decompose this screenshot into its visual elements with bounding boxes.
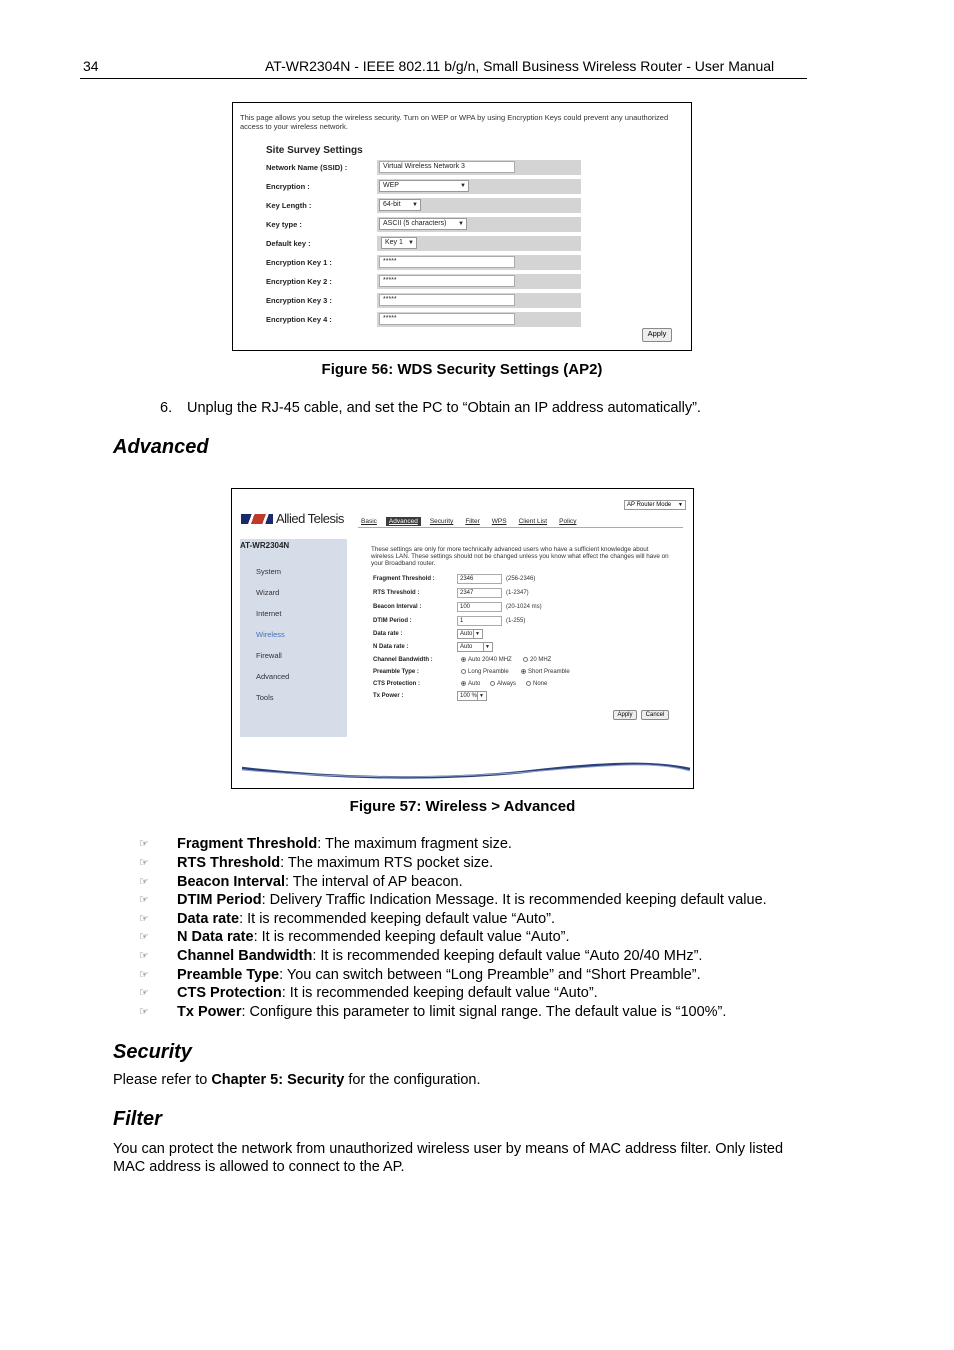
security-heading: Security	[113, 1041, 192, 1063]
rts-threshold-label: RTS Threshold :	[373, 590, 420, 596]
model-name: AT-WR2304N	[240, 541, 290, 550]
bandwidth-20mhz-radio[interactable]: 20 MHZ	[523, 657, 551, 663]
tx-power-row	[373, 691, 633, 703]
tx-power-label: Tx Power :	[373, 693, 404, 699]
bandwidth-auto-radio[interactable]: Auto 20/40 MHZ	[461, 657, 512, 663]
sidebar-item-system[interactable]: System	[256, 567, 282, 576]
filter-heading: Filter	[113, 1108, 162, 1130]
chevron-down-icon: ▼	[412, 202, 418, 208]
beacon-interval-hint: (20-1024 ms)	[506, 604, 542, 610]
chevron-down-icon: ▼	[483, 643, 491, 651]
figure-56-screenshot	[232, 102, 692, 351]
ssid-input[interactable]: Virtual Wireless Network 3	[379, 161, 515, 173]
pointing-hand-icon: ☞	[139, 838, 149, 850]
logo-mark-icon	[241, 514, 273, 524]
ssid-label: Network Name (SSID) :	[266, 163, 348, 172]
dtim-period-hint: (1-255)	[506, 618, 526, 624]
radio-selected-icon	[461, 657, 466, 662]
tx-power-select[interactable]: 100 % ▼	[457, 691, 487, 701]
chevron-down-icon: ▼	[458, 221, 464, 227]
chevron-down-icon: ▼	[477, 692, 485, 700]
sidebar-item-wizard[interactable]: Wizard	[256, 588, 280, 597]
cancel-button[interactable]: Cancel	[641, 710, 669, 720]
fragment-threshold-hint: (256-2346)	[506, 576, 536, 582]
encryption-label: Encryption :	[266, 182, 310, 191]
channel-bandwidth-row	[373, 655, 633, 667]
default-key-select[interactable]: Key 1 ▼	[381, 237, 417, 249]
pointing-hand-icon: ☞	[139, 950, 149, 962]
tab-policy[interactable]: Policy	[559, 518, 577, 525]
key-type-row	[266, 217, 581, 232]
figure-56-caption: Figure 56: WDS Security Settings (AP2)	[321, 361, 603, 378]
sidebar-item-wireless[interactable]: Wireless	[256, 630, 285, 639]
radio-icon	[526, 681, 531, 686]
dtim-period-input[interactable]: 1	[457, 616, 502, 626]
preamble-type-label: Preamble Type :	[373, 669, 419, 675]
encryption-key-2-input[interactable]: *****	[379, 275, 515, 287]
pointing-hand-icon: ☞	[139, 969, 149, 981]
key-type-select[interactable]: ASCII (5 characters) ▼	[379, 218, 467, 230]
cts-protection-label: CTS Protection :	[373, 681, 421, 687]
cts-protection-row	[373, 679, 633, 691]
encryption-key-4-label: Encryption Key 4 :	[266, 315, 332, 324]
encryption-key-1-row	[266, 255, 581, 270]
beacon-interval-row	[373, 602, 633, 614]
pointing-hand-icon: ☞	[139, 857, 149, 869]
tab-security[interactable]: Security	[429, 518, 454, 525]
encryption-key-1-input[interactable]: *****	[379, 256, 515, 268]
running-header: AT-WR2304N - IEEE 802.11 b/g/n, Small Business Wireless Router - User Manual	[265, 58, 775, 74]
preamble-long-radio[interactable]: Long Preamble	[461, 669, 509, 675]
data-rate-select[interactable]: Auto ▼	[457, 629, 483, 639]
dtim-period-row	[373, 616, 633, 628]
radio-selected-icon	[521, 669, 526, 674]
n-data-rate-label: N Data rate :	[373, 644, 409, 650]
encryption-key-3-row	[266, 293, 581, 308]
encryption-key-3-input[interactable]: *****	[379, 294, 515, 306]
default-key-row	[266, 236, 581, 251]
advanced-heading: Advanced	[113, 436, 209, 458]
encryption-row	[266, 179, 581, 194]
cts-auto-radio[interactable]: Auto	[461, 681, 480, 687]
sidebar-item-tools[interactable]: Tools	[256, 693, 274, 702]
radio-icon	[461, 669, 466, 674]
sidebar-item-internet[interactable]: Internet	[256, 609, 282, 618]
chevron-down-icon: ▼	[473, 630, 481, 638]
key-type-label: Key type :	[266, 220, 302, 229]
beacon-interval-input[interactable]: 100	[457, 602, 502, 612]
tab-advanced[interactable]: Advanced	[386, 517, 421, 526]
sidebar	[240, 539, 347, 737]
footer-swoosh	[232, 751, 693, 787]
encryption-key-4-row	[266, 312, 581, 327]
step-text: Unplug the RJ-45 cable, and set the PC to “Obtain an IP address automatically”.	[187, 400, 701, 416]
preamble-type-row	[373, 667, 633, 679]
fragment-threshold-row	[373, 574, 633, 586]
encryption-key-2-label: Encryption Key 2 :	[266, 277, 332, 286]
encryption-key-1-label: Encryption Key 1 :	[266, 258, 332, 267]
radio-selected-icon	[461, 681, 466, 686]
page-number: 34	[83, 58, 99, 74]
n-data-rate-row	[373, 642, 633, 654]
step-number: 6.	[160, 400, 173, 416]
mode-select[interactable]: AP Router Mode ▼	[624, 500, 686, 510]
fragment-threshold-label: Fragment Threshold :	[373, 576, 435, 582]
chevron-down-icon: ▼	[678, 502, 683, 508]
data-rate-label: Data rate :	[373, 631, 403, 637]
data-rate-row	[373, 629, 633, 641]
rts-threshold-hint: (1-2347)	[506, 590, 529, 596]
encryption-key-2-row	[266, 274, 581, 289]
radio-icon	[490, 681, 495, 686]
tab-wps[interactable]: WPS	[491, 518, 507, 525]
dtim-period-label: DTIM Period :	[373, 618, 412, 624]
pointing-hand-icon: ☞	[139, 894, 149, 906]
default-key-label: Default key :	[266, 239, 311, 248]
pointing-hand-icon: ☞	[139, 987, 149, 999]
sidebar-item-advanced[interactable]: Advanced	[256, 672, 290, 681]
key-length-row	[266, 198, 581, 213]
pointing-hand-icon: ☞	[139, 876, 149, 888]
figure-57-screenshot	[231, 488, 694, 789]
chevron-down-icon: ▼	[460, 183, 466, 189]
pointing-hand-icon: ☞	[139, 913, 149, 925]
pointing-hand-icon: ☞	[139, 1006, 149, 1018]
rts-threshold-row	[373, 588, 633, 600]
key-length-label: Key Length :	[266, 201, 312, 210]
fragment-threshold-input[interactable]: 2346	[457, 574, 502, 584]
cts-none-radio[interactable]: None	[526, 681, 547, 687]
radio-icon	[523, 657, 528, 662]
rts-threshold-input[interactable]: 2347	[457, 588, 502, 598]
n-data-rate-select[interactable]: Auto ▼	[457, 642, 493, 652]
allied-telesis-logo: Allied Telesis	[241, 511, 344, 526]
security-paragraph: Please refer to Chapter 5: Security for the configuration.	[113, 1072, 481, 1088]
tab-filter[interactable]: Filter	[465, 518, 480, 525]
encryption-select[interactable]: WEP ▼	[379, 180, 469, 192]
wireless-security-intro: This page allows you setup the wireless security. Turn on WEP or WPA by using Encryption Keys could prevent any unauthorized access to your wireless network.	[240, 113, 669, 131]
nav-divider	[358, 527, 683, 528]
encryption-key-4-input[interactable]: *****	[379, 313, 515, 325]
tab-client-list[interactable]: Client List	[518, 518, 548, 525]
main-nav-tabs	[358, 517, 683, 527]
channel-bandwidth-label: Channel Bandwidth :	[373, 657, 433, 663]
apply-button[interactable]: Apply	[613, 710, 637, 720]
figure-57-caption: Figure 57: Wireless > Advanced	[349, 798, 576, 815]
sidebar-item-firewall[interactable]: Firewall	[256, 651, 282, 660]
advanced-intro: These settings are only for more technically advanced users who have a sufficient knowledge about wireless LAN. These settings should not be changed unless you know what effect the changes will have on your Broadband router.	[371, 546, 669, 567]
filter-paragraph-line-2: MAC address is allowed to connect to the AP.	[113, 1159, 405, 1175]
beacon-interval-label: Beacon Interval :	[373, 604, 422, 610]
filter-paragraph-line-1: You can protect the network from unauthorized wireless user by means of MAC address filter. Only listed	[113, 1141, 784, 1157]
preamble-short-radio[interactable]: Short Preamble	[521, 669, 570, 675]
tab-basic[interactable]: Basic	[361, 518, 377, 525]
site-survey-title: Site Survey Settings	[266, 145, 363, 156]
cts-always-radio[interactable]: Always	[490, 681, 516, 687]
ssid-row	[266, 160, 581, 175]
pointing-hand-icon: ☞	[139, 931, 149, 943]
key-length-select[interactable]: 64-bit ▼	[379, 199, 421, 211]
apply-button[interactable]: Apply	[642, 328, 672, 342]
header-rule	[80, 78, 807, 79]
chevron-down-icon: ▼	[408, 240, 414, 246]
encryption-key-3-label: Encryption Key 3 :	[266, 296, 332, 305]
